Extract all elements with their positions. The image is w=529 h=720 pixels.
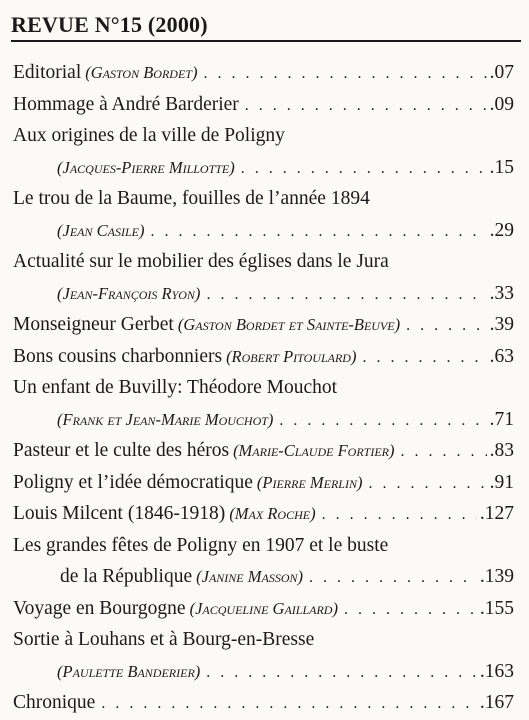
entry-author: (Paulette Banderier) <box>57 661 201 681</box>
entry-page: .71 <box>489 408 514 430</box>
leader-dots <box>245 90 487 122</box>
leader-dots <box>241 153 487 185</box>
toc-entry[interactable] <box>13 341 514 373</box>
entry-author: (Gaston Bordet et Sainte-Beuve) <box>177 315 401 334</box>
entry-author: (Robert Pitoulard) <box>226 346 357 366</box>
toc-entry[interactable] <box>13 215 514 247</box>
entry-title: Monseigneur Gerbet <box>13 314 174 335</box>
title-rule <box>11 40 521 42</box>
toc-entry[interactable] <box>13 530 514 562</box>
page-title: REVUE N°15 (2000) <box>11 12 208 37</box>
leader-dots <box>279 405 486 437</box>
toc-entry[interactable] <box>13 593 514 625</box>
leader-dots <box>400 436 486 468</box>
leader-dots <box>362 342 486 374</box>
entry-title: Pasteur et le culte des héros <box>13 440 230 461</box>
entry-title: de la République <box>60 566 193 587</box>
toc-entry[interactable] <box>13 246 514 278</box>
entry-page: .83 <box>489 440 514 461</box>
entry-author: (Marie-Claude Fortier) <box>233 441 395 460</box>
toc-entry[interactable] <box>13 278 514 310</box>
entry-page: .33 <box>489 282 514 304</box>
entry-page: .127 <box>479 503 514 524</box>
toc-entry[interactable] <box>13 656 514 688</box>
toc-entry[interactable] <box>13 404 514 436</box>
entry-page: .39 <box>489 314 514 335</box>
entry-title: Bons cousins charbonniers <box>13 345 223 367</box>
leader-dots <box>101 688 477 720</box>
toc-entry[interactable] <box>13 624 514 656</box>
leader-dots <box>322 499 477 531</box>
entry-title: Voyage en Bourgogne <box>13 597 186 619</box>
entry-author: (Max Roche) <box>229 504 316 523</box>
entry-title: Hommage à André Barderier <box>13 93 239 115</box>
leader-dots <box>206 657 477 689</box>
entry-page: .15 <box>489 156 514 178</box>
entry-author: (Jacques-Pierre Millotte) <box>57 157 235 177</box>
leader-dots <box>150 216 486 248</box>
entry-title: Editorial <box>13 62 82 83</box>
entry-page: .07 <box>489 62 514 83</box>
entry-title: Louis Milcent (1846-1918) <box>13 503 226 524</box>
toc-entry[interactable] <box>13 687 514 719</box>
entry-author: (Pierre Merlin) <box>256 472 363 492</box>
leader-dots <box>344 594 477 626</box>
entry-author: (Jean-François Ryon) <box>57 283 201 303</box>
toc-entry[interactable] <box>13 467 514 499</box>
toc-entry[interactable] <box>13 372 514 404</box>
entry-page: .91 <box>489 471 514 493</box>
toc-entry[interactable] <box>13 561 514 593</box>
entry-title: Sortie à Louhans et à Bourg-en-Bresse <box>13 629 315 650</box>
toc-entry[interactable] <box>13 309 514 341</box>
entry-title: Aux origines de la ville de Poligny <box>13 125 285 146</box>
toc-entry[interactable] <box>13 120 514 152</box>
entry-page: .163 <box>479 660 514 682</box>
entry-page: .29 <box>489 219 514 241</box>
entry-page: .167 <box>479 692 514 713</box>
leader-dots <box>309 562 477 594</box>
entry-page: .139 <box>479 566 514 587</box>
toc-entry[interactable] <box>13 152 514 184</box>
entry-page: .63 <box>489 345 514 367</box>
entry-title: Poligny et l’idée démocratique <box>13 471 253 493</box>
entry-title: Chronique <box>13 692 96 713</box>
leader-dots <box>368 468 486 500</box>
entry-title: Les grandes fêtes de Poligny en 1907 et le buste <box>13 534 389 556</box>
toc-entry[interactable] <box>13 89 514 121</box>
entry-title: Actualité sur le mobilier des églises dans le Jura <box>13 251 389 272</box>
entry-author: (Frank et Jean-Marie Mouchot) <box>57 409 274 429</box>
entry-title: Le trou de la Baume, fouilles de l’année 1894 <box>13 188 370 209</box>
entry-page: .155 <box>479 597 514 619</box>
entry-author: (Janine Masson) <box>196 567 303 586</box>
entry-author: (Gaston Bordet) <box>85 63 198 82</box>
leader-dots <box>406 310 486 342</box>
toc-entry[interactable] <box>13 57 514 89</box>
toc-entry[interactable] <box>13 183 514 215</box>
entry-page: .09 <box>489 93 514 115</box>
leader-dots <box>206 279 486 311</box>
table-of-contents <box>13 57 514 719</box>
entry-author: (Jean Casile) <box>57 220 145 240</box>
toc-entry[interactable] <box>13 498 514 530</box>
entry-title: Un enfant de Buvilly: Théodore Mouchot <box>13 377 338 398</box>
entry-author: (Jacqueline Gaillard) <box>189 598 338 618</box>
leader-dots <box>203 58 486 90</box>
toc-entry[interactable] <box>13 435 514 467</box>
